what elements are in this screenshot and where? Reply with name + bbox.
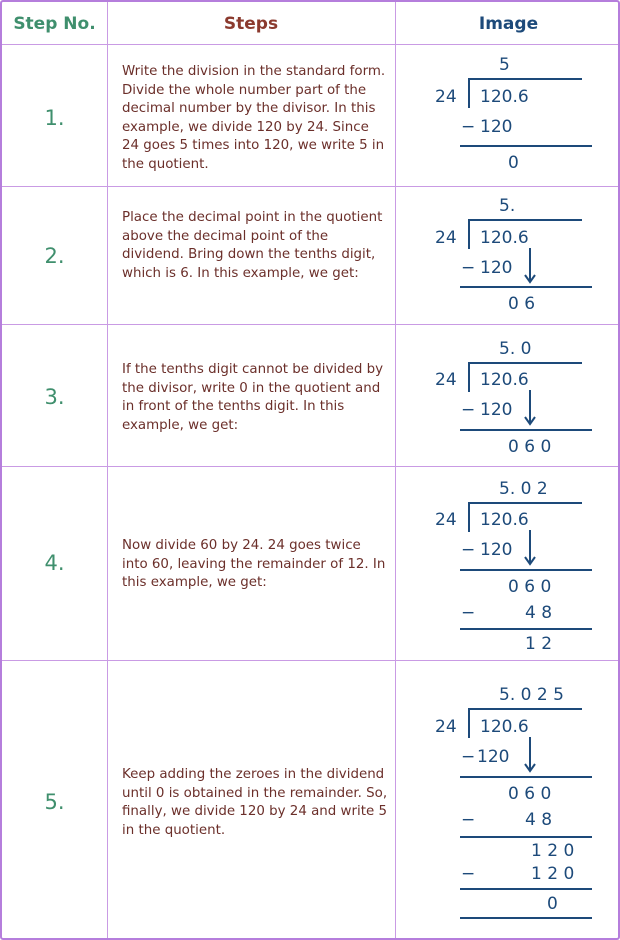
- subtraction-line: [460, 286, 592, 288]
- subtraction-line: [460, 836, 592, 838]
- difference: 0: [508, 153, 519, 173]
- step-description: Keep adding the zeroes in the dividend until 0 is obtained in the remainder. So, finally, we divide 120 by 24 and write 5 in the quotient.: [122, 767, 388, 838]
- row-divider: [2, 660, 620, 661]
- minus-sign: −: [461, 117, 476, 137]
- division-bracket: [468, 502, 470, 532]
- division-bracket: [468, 219, 470, 249]
- quotient: 5.: [499, 196, 516, 216]
- row-divider: [2, 324, 620, 325]
- difference: 0 6: [508, 294, 536, 314]
- dividend: 120.6: [480, 87, 529, 107]
- difference: 0 6 0: [508, 437, 552, 457]
- step-number: 3.: [44, 385, 65, 409]
- column-divider: [107, 2, 108, 940]
- header-step-no: Step No.: [13, 14, 96, 34]
- step-description: If the tenths digit cannot be divided by the divisor, write 0 in the quotient and in front of the tenths digit. In this example, we get:: [122, 362, 384, 433]
- subtrahend: 120: [480, 258, 513, 278]
- step-description: Place the decimal point in the quotient above the decimal point of the dividend. Bring down the tenths digit, which is 6. In this example, we get:: [122, 210, 383, 281]
- step-description: Write the division in the standard form. Divide the whole number part of the decimal number by the divisor. In this example, we divide 120 by 24. Since 24 goes 5 times into 120, we write 5 in the quotient.: [122, 64, 386, 172]
- minus-sign: −: [461, 747, 476, 767]
- division-bar: [468, 362, 582, 364]
- division-bracket: [468, 362, 470, 392]
- subtraction-line: [460, 776, 592, 778]
- subtrahend: 120: [480, 400, 513, 420]
- subtrahend: 4 8: [525, 603, 553, 623]
- divisor: 24: [435, 510, 457, 530]
- division-bracket: [468, 708, 470, 738]
- final-remainder: 0: [547, 894, 558, 914]
- subtraction-line: [460, 917, 592, 919]
- bring-down-arrow-icon: [524, 390, 536, 426]
- step-number: 5.: [44, 790, 65, 814]
- subtraction-line: [460, 628, 592, 630]
- division-bar: [468, 219, 582, 221]
- subtraction-line: [460, 569, 592, 571]
- subtrahend: 4 8: [525, 810, 553, 830]
- row-divider: [2, 44, 620, 45]
- quotient: 5. 0 2: [499, 479, 548, 499]
- divisor: 24: [435, 228, 457, 248]
- bring-down-arrow-icon: [524, 530, 536, 566]
- row-divider: [2, 466, 620, 467]
- division-bracket: [468, 78, 470, 108]
- quotient: 5. 0 2 5: [499, 685, 564, 705]
- divisor: 24: [435, 717, 457, 737]
- quotient: 5. 0: [499, 339, 532, 359]
- division-bar: [468, 708, 582, 710]
- bring-down-arrow-icon: [524, 737, 536, 773]
- subtrahend: 1 2 0: [531, 864, 575, 884]
- subtraction-line: [460, 145, 592, 147]
- header-steps: Steps: [223, 14, 279, 34]
- divisor: 24: [435, 87, 457, 107]
- minus-sign: −: [461, 540, 476, 560]
- dividend: 120.6: [480, 717, 529, 737]
- step-number: 4.: [44, 551, 65, 575]
- minus-sign: −: [461, 258, 476, 278]
- subtraction-line: [460, 888, 592, 890]
- subtraction-line: [460, 429, 592, 431]
- subtrahend: 120: [480, 540, 513, 560]
- division-bar: [468, 78, 582, 80]
- quotient: 5: [499, 55, 510, 75]
- dividend: 120.6: [480, 370, 529, 390]
- difference: 0 6 0: [508, 784, 552, 804]
- division-bar: [468, 502, 582, 504]
- minus-sign: −: [461, 864, 476, 884]
- minus-sign: −: [461, 810, 476, 830]
- minus-sign: −: [461, 400, 476, 420]
- divisor: 24: [435, 370, 457, 390]
- dividend: 120.6: [480, 228, 529, 248]
- subtrahend: 120: [477, 747, 510, 767]
- row-divider: [2, 186, 620, 187]
- step-number: 1.: [44, 106, 65, 130]
- bring-down-arrow-icon: [524, 248, 536, 284]
- step-number: 2.: [44, 244, 65, 268]
- step-description: Now divide 60 by 24. 24 goes twice into 60, leaving the remainder of 12. In this example, we get:: [122, 538, 386, 590]
- minus-sign: −: [461, 603, 476, 623]
- remainder: 1 2: [525, 634, 553, 654]
- subtrahend: 120: [480, 117, 513, 137]
- header-image: Image: [478, 14, 539, 34]
- dividend: 120.6: [480, 510, 529, 530]
- difference: 0 6 0: [508, 577, 552, 597]
- partial-dividend: 1 2 0: [531, 841, 575, 861]
- column-divider: [395, 2, 396, 940]
